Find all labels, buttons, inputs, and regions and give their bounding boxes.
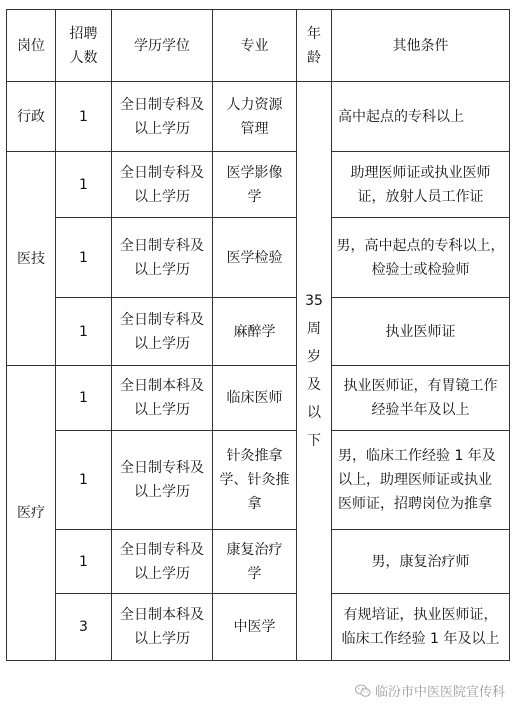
- row-conditions: 男，康复治疗师: [332, 530, 510, 594]
- group-tech: 医技: [7, 152, 56, 366]
- row-conditions: 执业医师证，有胃镜工作 经验半年及以上: [332, 366, 510, 431]
- age-text-4: 及: [307, 377, 321, 393]
- watermark: [355, 681, 505, 700]
- row-conditions: 高中起点的专科以上: [332, 82, 510, 152]
- header-major: 专业: [213, 10, 297, 82]
- row-education: 全日制专科及 以上学历: [112, 298, 213, 366]
- table-row: [7, 431, 510, 530]
- row-quota: 1: [56, 431, 112, 530]
- age-text-5: 以: [307, 405, 321, 421]
- row-education: 全日制专科及 以上学历: [112, 530, 213, 594]
- header-education: 学历学位: [112, 10, 213, 82]
- table-row: [7, 594, 510, 661]
- age-text-6: 下: [307, 433, 321, 449]
- row-conditions: 男，临床工作经验 1 年及 以上，助理医师证或执业 医师证，招聘岗位为推拿: [332, 431, 510, 530]
- row-education: 全日制专科及 以上学历: [112, 431, 213, 530]
- row-education: 全日制专科及 以上学历: [112, 152, 213, 218]
- row-quota: 1: [56, 152, 112, 218]
- row-quota: 3: [56, 594, 112, 661]
- row-conditions: 执业医师证: [332, 298, 510, 366]
- header-row: [7, 10, 510, 82]
- row-quota: 1: [56, 530, 112, 594]
- row-conditions: 男，高中起点的专科以上， 检验士或检验师: [332, 218, 510, 298]
- row-major: 针灸推拿 学、针灸推 拿: [213, 431, 297, 530]
- row-major: 康复治疗 学: [213, 530, 297, 594]
- row-quota: 1: [56, 82, 112, 152]
- group-admin: 行政: [7, 82, 56, 152]
- table-row: [7, 82, 510, 152]
- row-major: 麻醉学: [213, 298, 297, 366]
- table-row: [7, 530, 510, 594]
- table-row: [7, 298, 510, 366]
- table-row: [7, 218, 510, 298]
- recruitment-table: [6, 9, 510, 661]
- header-quota: 招聘 人数: [56, 10, 112, 82]
- row-quota: 1: [56, 218, 112, 298]
- group-medical: 医疗: [7, 366, 56, 661]
- header-age: 年 龄: [297, 10, 332, 82]
- row-major: 医学影像 学: [213, 152, 297, 218]
- row-conditions: 助理医师证或执业医师 证，放射人员工作证: [332, 152, 510, 218]
- row-quota: 1: [56, 366, 112, 431]
- row-education: 全日制本科及 以上学历: [112, 366, 213, 431]
- watermark-text: 临汾市中医医院宣传科: [375, 685, 506, 700]
- row-quota: 1: [56, 298, 112, 366]
- row-education: 全日制专科及 以上学历: [112, 82, 213, 152]
- age-requirement: [297, 82, 332, 661]
- row-conditions: 有规培证，执业医师证， 临床工作经验 1 年及以上: [332, 594, 510, 661]
- table-row: [7, 366, 510, 431]
- row-education: 全日制专科及 以上学历: [112, 218, 213, 298]
- row-major: 临床医师: [213, 366, 297, 431]
- age-text-1: 35: [305, 293, 323, 309]
- row-major: 人力资源 管理: [213, 82, 297, 152]
- row-major: 中医学: [213, 594, 297, 661]
- row-major: 医学检验: [213, 218, 297, 298]
- table-row: [7, 152, 510, 218]
- age-text-2: 周: [307, 321, 321, 337]
- header-position: 岗位: [7, 10, 56, 82]
- header-other: 其他条件: [332, 10, 510, 82]
- age-text-3: 岁: [307, 349, 321, 365]
- row-education: 全日制本科及 以上学历: [112, 594, 213, 661]
- wechat-icon: [355, 684, 371, 698]
